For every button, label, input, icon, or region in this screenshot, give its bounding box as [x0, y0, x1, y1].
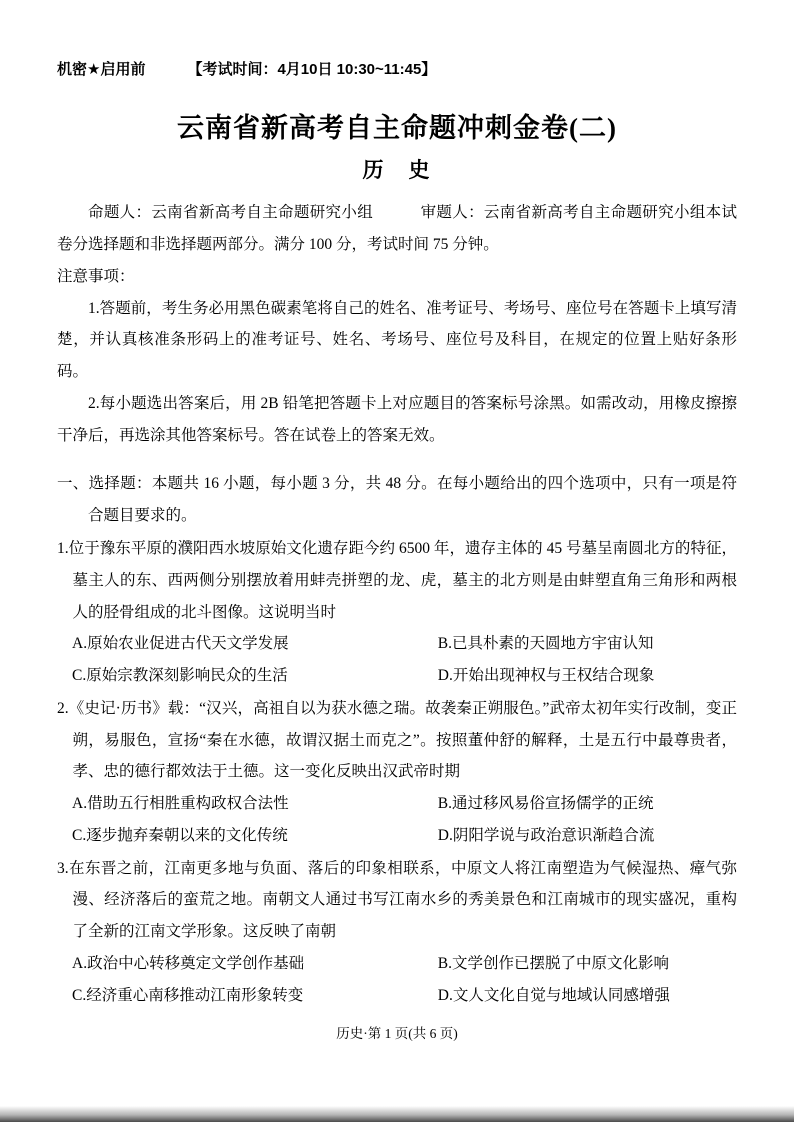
question-3-option-b: B.文学创作已摆脱了中原文化影响	[437, 954, 669, 972]
page-number: 历史·第 1 页(共 6 页)	[336, 1026, 458, 1042]
question-2-option-b: B.通过移风易俗宣扬儒学的正统	[437, 795, 654, 813]
question-1-option-d: D.开始出现神权与王权结合现象	[437, 667, 655, 685]
question-3-options	[57, 948, 737, 1012]
question-3	[57, 853, 737, 1012]
notice-item-1: 1.答题前，考生务必用黑色碳素笔将自己的姓名、准考证号、考场号、座位号在答题卡上填写清楚，并认真核准条形码上的准考证号、姓名、考场号、座位号及科目，在规定的位置上贴好条形码。	[57, 299, 737, 381]
question-2-options	[57, 788, 737, 852]
question-1-option-b: B.已具朴素的天圆地方宇宙认知	[437, 635, 654, 653]
question-2	[57, 693, 737, 852]
question-3-text: 3.在东晋之前，江南更多地与负面、落后的印象相联系，中原文人将江南塑造为气候湿热、瘴气弥漫、经济落后的蛮荒之地。南朝文人通过书写江南水乡的秀美景色和江南城市的现实盛况，重构了全新的江南文学形象。这反映了南朝	[57, 859, 737, 941]
question-2-option-a: A.借助五行相胜重构政权合法性	[72, 795, 289, 813]
notice-heading: 注意事项：	[57, 267, 135, 285]
paper-title: 云南省新高考自主命题冲刺金卷(二)	[177, 112, 617, 143]
question-3-option-c: C.经济重心南移推动江南形象转变	[72, 986, 304, 1004]
question-3-option-d: D.文人文化自觉与地域认同感增强	[437, 986, 670, 1004]
page-edge-shadow	[0, 1106, 794, 1122]
paper-intro: 命题人：云南省新高考自主命题研究小组 审题人：云南省新高考自主命题研究小组本试卷分选择题和非选择题两部分。满分 100 分，考试时间 75 分钟。	[57, 204, 737, 254]
question-2-text: 2.《史记·历书》载：“汉兴，高祖自以为获水德之瑞。故袭秦正朔服色。”武帝太初年实行改制，变正朔，易服色，宣扬“秦在水德，故谓汉据土而克之”。按照董仲舒的解释，土是五行中最尊贵者，孝、忠的德行都效法于土德。这一变化反映出汉武帝时期	[57, 699, 737, 781]
exam-time-label: 【考试时间：4月10日 10:30~11:45】	[187, 61, 437, 78]
question-2-option-c: C.逐步抛弃秦朝以来的文化传统	[72, 826, 288, 844]
secrecy-label: 机密★启用前	[57, 61, 146, 78]
question-1-options	[57, 628, 737, 692]
notice-item-2: 2.每小题选出答案后，用 2B 铅笔把答题卡上对应题目的答案标号涂黑。如需改动，用橡皮擦擦干净后，再选涂其他答案标号。答在试卷上的答案无效。	[57, 394, 737, 444]
page-header	[57, 60, 737, 80]
question-1-text: 1.位于豫东平原的濮阳西水坡原始文化遗存距今约 6500 年，遗存主体的 45 号墓呈南圆北方的特征，墓主人的东、西两侧分别摆放着用蚌壳拼塑的龙、虎，墓主的北方则是由蚌塑直角三角形和两根人的胫骨组成的北斗图像。这说明当时	[57, 539, 737, 621]
section-heading: 一、选择题：本题共 16 小题，每小题 3 分，共 48 分。在每小题给出的四个选项中，只有一项是符合题目要求的。	[57, 475, 737, 525]
question-1-option-c: C.原始宗教深刻影响民众的生活	[72, 667, 288, 685]
question-1-option-a: A.原始农业促进古代天文学发展	[72, 635, 289, 653]
subject-title: 历 史	[362, 157, 432, 182]
question-3-option-a: A.政治中心转移奠定文学创作基础	[72, 954, 305, 972]
question-2-option-d: D.阴阳学说与政治意识渐趋合流	[437, 826, 655, 844]
question-1	[57, 533, 737, 692]
